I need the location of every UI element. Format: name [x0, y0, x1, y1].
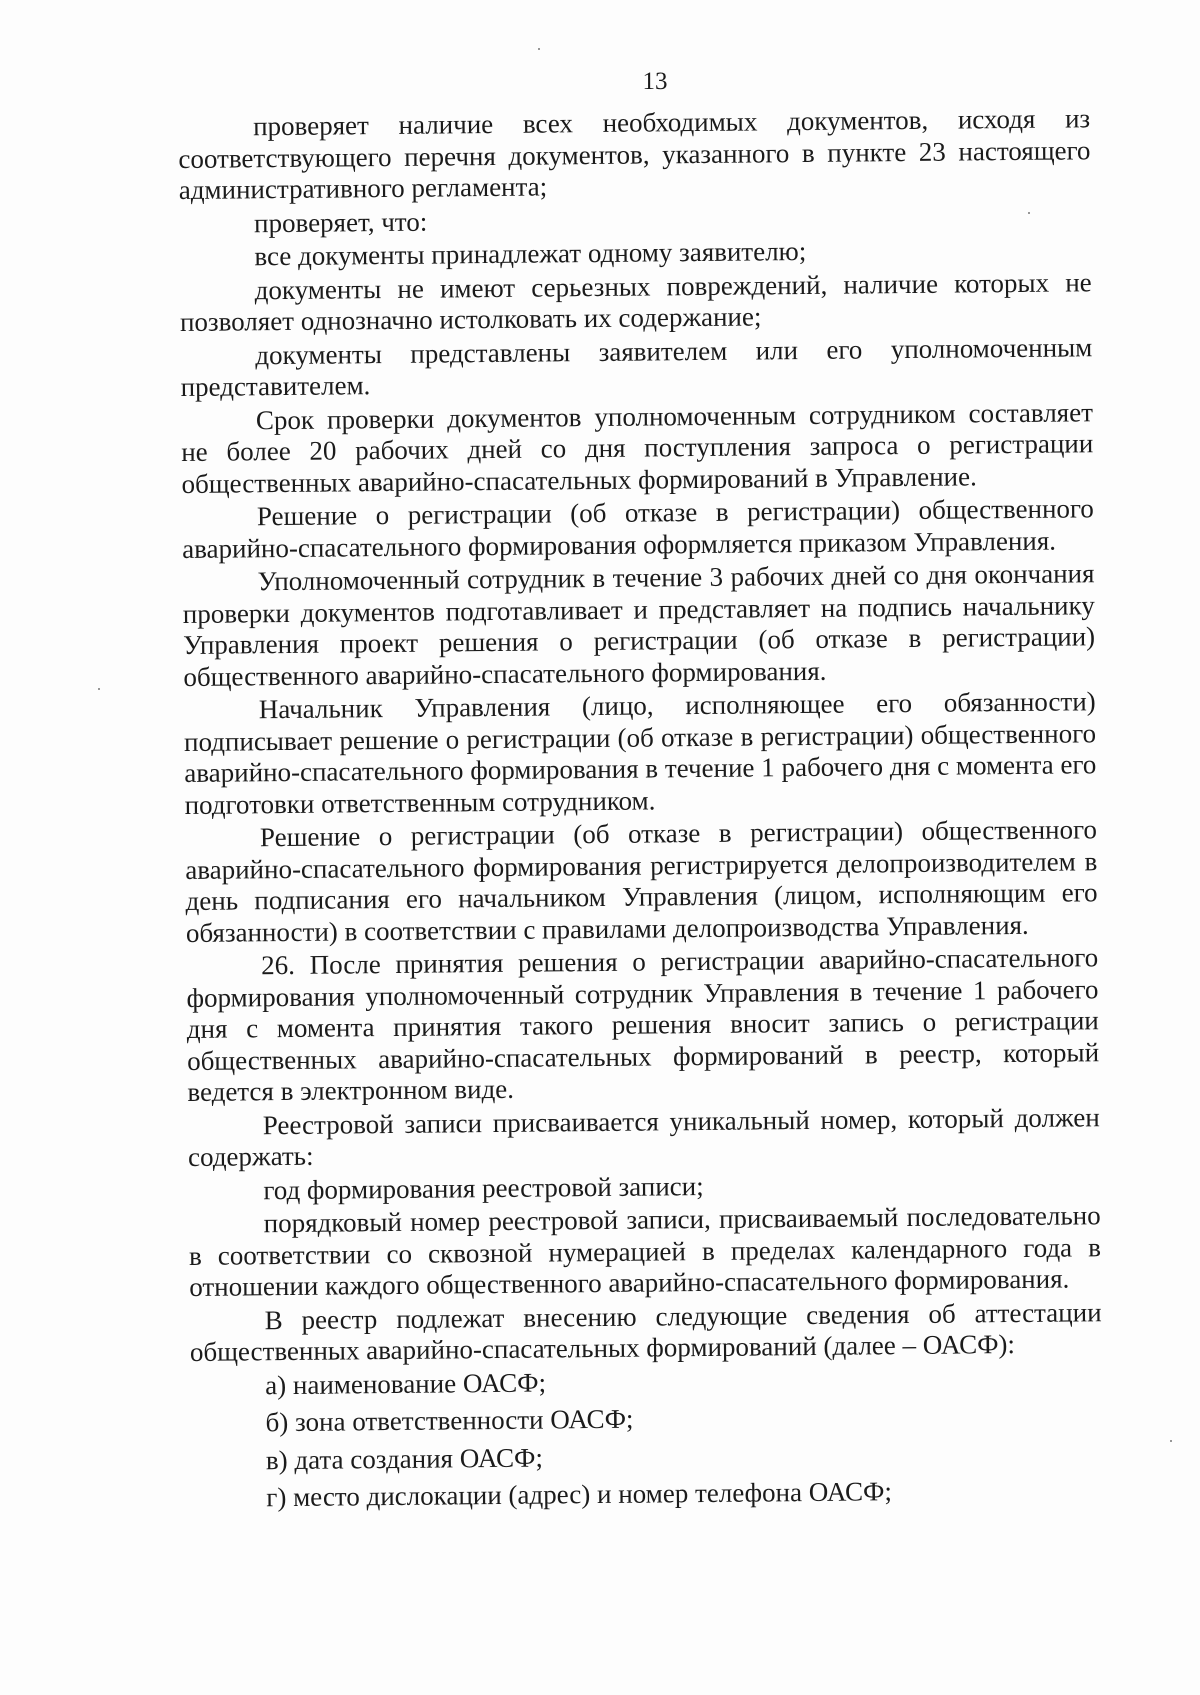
paragraph-checks-that: проверяет, что:	[253, 206, 428, 238]
paragraph-check-documents: проверяет наличие всех необходимых документов, исходя из соответствующего перечня документов, указанного в пункте 23 настоящего административного регламента;	[178, 103, 1091, 205]
paragraph-unique-number: Реестровой записи присваивается уникальный номер, который должен содержать:	[187, 1101, 1100, 1172]
paragraph-submitted-by: документы представлены заявителем или его уполномоченным представителем.	[180, 331, 1093, 402]
list-item-location: г) место дислокации (адрес) и номер телефона ОАСФ;	[266, 1476, 893, 1513]
paragraph-no-damage: документы не имеют серьезных повреждений, наличие которых не позволяет однозначно истолковать их содержание;	[179, 266, 1092, 337]
document-body	[178, 103, 1103, 1520]
scan-speck	[538, 48, 540, 50]
paragraph-item-26: 26. После принятия решения о регистрации аварийно-спасательного формирования уполномоченный сотрудник Управления в течение 1 рабочего дня с момента принятия такого решения вносит запись о регистрации общественных аварийно-спасательных формирований в реестр, который ведется в электронном виде.	[186, 942, 1100, 1107]
page-number: 13	[642, 68, 668, 95]
paragraph-check-period: Срок проверки документов уполномоченным сотрудником составляет не более 20 рабочих дней со дня поступления запроса о регистрации общественных аварийно-спасательных формирований в Управление.	[181, 396, 1094, 499]
paragraph-decision-registered: Решение о регистрации (об отказе в регистрации) общественного аварийно-спасательного формирования регистрируется делопроизводителем в день подписания его начальником Управления (лицом, исполняющим его обязанности) в соответствии с правилами делопроизводства Управления.	[185, 814, 1098, 948]
paragraph-single-applicant: все документы принадлежат одному заявителю;	[254, 235, 807, 272]
scan-speck	[1028, 212, 1030, 214]
list-item-zone: б) зона ответственности ОАСФ;	[265, 1403, 634, 1438]
scan-speck	[1170, 1440, 1172, 1442]
paragraph-sequence-number: порядковый номер реестровой записи, присваиваемый последовательно в соответствии со сквозной нумерацией в пределах календарного года в отношении каждого общественного аварийно-спасательного формирования.	[188, 1200, 1102, 1302]
paragraph-registry-info: В реестр подлежат внесению следующие сведения об аттестации общественных аварийно-спасательных формирований (далее – ОАСФ):	[189, 1296, 1102, 1367]
list-item-date: в) дата создания ОАСФ;	[265, 1442, 544, 1475]
paragraph-year: год формирования реестровой записи;	[263, 1170, 704, 1205]
scan-speck	[98, 688, 100, 690]
paragraph-decision-order: Решение о регистрации (об отказе в регистрации) общественного аварийно-спасательного формирования оформляется приказом Управления.	[182, 493, 1094, 564]
paragraph-head-signs: Начальник Управления (лицо, исполняющее его обязанности) подписывает решение о регистрации (об отказе в регистрации) общественного аварийно-спасательного формирования в течение 1 рабочего дня с момента его подготовки ответственным сотрудником.	[183, 686, 1097, 820]
list-item-name: а) наименование ОАСФ;	[265, 1367, 547, 1400]
paragraph-prepare-draft: Уполномоченный сотрудник в течение 3 рабочих дней со дня окончания проверки документов подготавливает и представляет на подпись начальнику Управления проект решения о регистрации (об отказе в регистрации) общественного аварийно-спасательного формирования.	[182, 558, 1096, 692]
